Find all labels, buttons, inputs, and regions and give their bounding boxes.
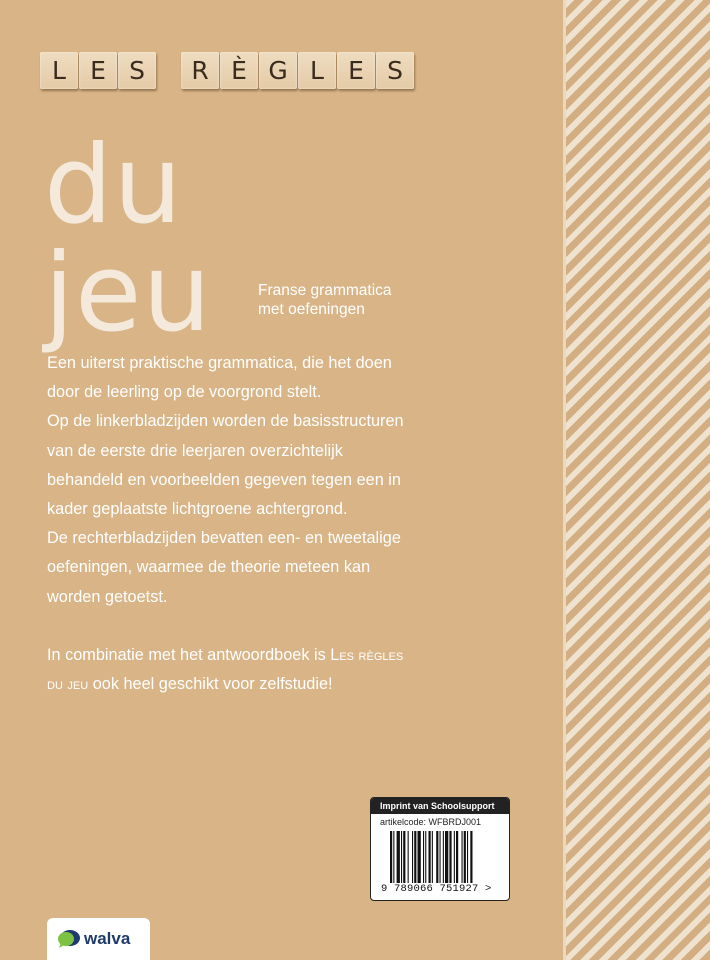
barcode-bar	[449, 831, 451, 883]
barcode-bar	[470, 831, 472, 883]
title-tile: S	[118, 52, 156, 89]
description-text	[47, 349, 547, 699]
title-tile: R	[181, 52, 219, 89]
subtitle-line: Franse grammatica	[258, 282, 392, 299]
barcode-label	[370, 797, 510, 901]
barcode-bar	[454, 831, 455, 883]
tile-gap	[157, 52, 181, 89]
barcode-bar	[464, 831, 466, 883]
title-small-caps: Les règles	[330, 645, 404, 664]
article-code: artikelcode: WFBRDJ001	[380, 817, 482, 827]
text-line: kader geplaatste lichtgroene achtergrond.	[47, 500, 348, 519]
text-span: In combinatie met het antwoordboek is	[47, 645, 331, 664]
text-line: behandeld en voorbeelden gegeven tegen een in	[47, 470, 401, 489]
text-line: oefeningen, waarmee de theorie meteen kan	[47, 558, 371, 577]
text-line: Op de linkerbladzijden worden de basisstructuren	[47, 412, 404, 431]
barcode-bar	[401, 831, 402, 883]
text-line: worden getoetst.	[47, 587, 168, 606]
publisher-logo	[47, 918, 150, 960]
speech-bubble-icon	[57, 929, 81, 949]
description-paragraph-1	[47, 349, 547, 612]
barcode-bar	[432, 831, 433, 883]
barcode-bar	[445, 831, 448, 883]
title-tile: S	[376, 52, 414, 89]
title-tiles	[40, 52, 415, 89]
barcode-bar	[443, 831, 444, 883]
barcode-bar	[393, 831, 394, 883]
barcode-bar	[403, 831, 405, 883]
text-line: Een uiterst praktische grammatica, die het doen	[47, 354, 392, 372]
text-line: De rechterbladzijden bevatten een- en tweetalige	[47, 529, 401, 548]
barcode-bar	[436, 831, 438, 883]
barcode-bar	[429, 831, 431, 883]
title-tile: L	[298, 52, 336, 89]
title-tile: E	[337, 52, 375, 89]
subtitle	[258, 281, 392, 319]
title-tile: E	[79, 52, 117, 89]
imprint-header: Imprint van Schoolsupport	[371, 798, 509, 814]
barcode-bar	[390, 831, 392, 883]
text-line: van de eerste drie leerjaren overzichtelijk	[47, 441, 343, 460]
handwritten-title-text: du jeu	[44, 123, 212, 356]
barcode-bar	[462, 831, 463, 883]
text-line: door de leerling op de voorgrond stelt.	[47, 383, 322, 402]
isbn-digits: 9 789066 751927 >	[381, 883, 492, 895]
barcode-bar	[414, 831, 416, 883]
text-line	[47, 641, 547, 670]
barcode-bar	[423, 831, 424, 883]
title-tile: G	[259, 52, 297, 89]
barcode-bar	[418, 831, 421, 883]
text-span: ook heel geschikt voor zelfstudie!	[88, 675, 333, 694]
subtitle-line: met oefeningen	[258, 301, 365, 318]
barcode-bar	[425, 831, 426, 883]
title-tile: È	[220, 52, 258, 89]
barcode-bar	[397, 831, 400, 883]
description-paragraph-2	[47, 641, 547, 699]
title-tile: L	[40, 52, 78, 89]
barcode-bar	[408, 831, 409, 883]
barcode-bar	[467, 831, 468, 883]
barcode-bar	[412, 831, 413, 883]
text-line	[47, 670, 547, 699]
title-small-caps: du jeu	[47, 675, 89, 694]
barcode-bar	[456, 831, 458, 883]
barcode-bars	[390, 831, 498, 883]
logo-text: walva	[84, 929, 131, 948]
diagonal-stripes	[566, 0, 710, 960]
barcode-bar	[440, 831, 441, 883]
